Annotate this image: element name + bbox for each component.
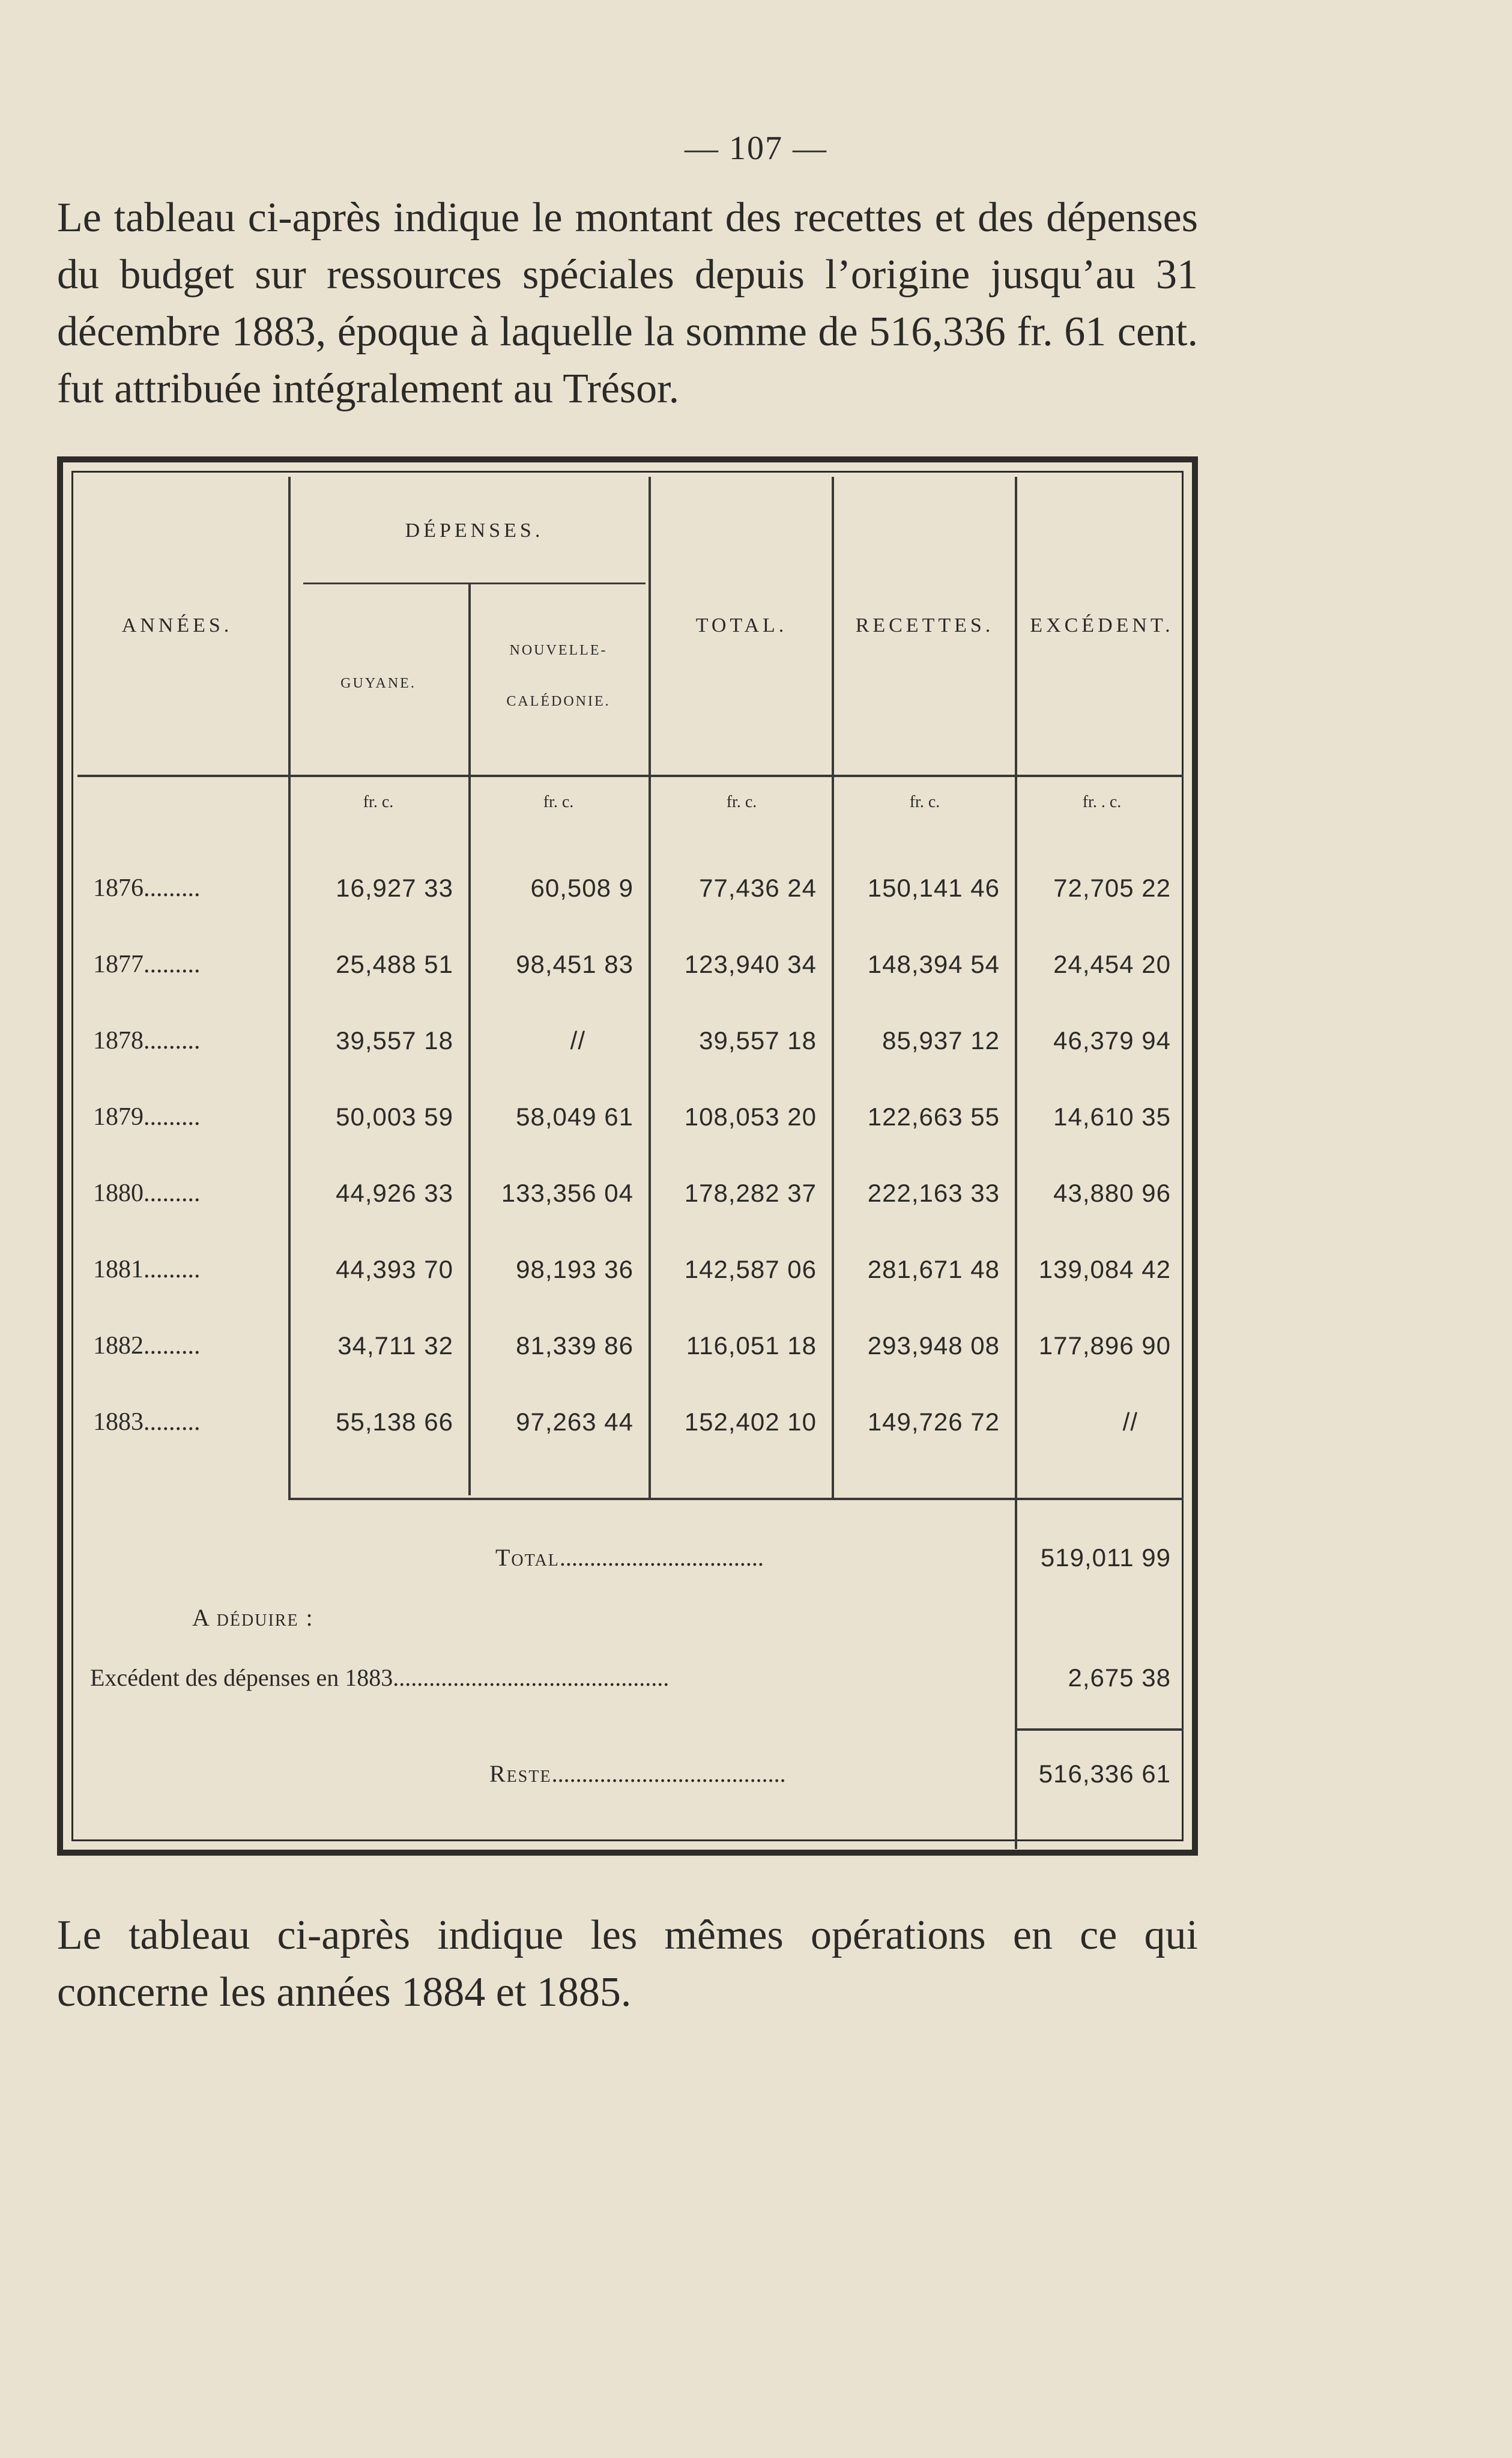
unit-total: fr. c.: [726, 793, 757, 811]
col-rule-guyane: [468, 583, 471, 1495]
cell-total: 123,940 34: [684, 950, 817, 978]
cell-guyane: 50,003 59: [336, 1103, 453, 1131]
cell-excedent: 24,454 20: [1053, 950, 1171, 978]
cell-recettes: 85,937 12: [882, 1026, 1000, 1055]
page-number: — 107 —: [685, 130, 827, 167]
col-rule-total: [832, 477, 834, 1498]
header-annees: ANNÉES.: [121, 614, 233, 637]
cell-nc: 97,263 44: [516, 1408, 634, 1436]
cell-excedent: 177,896 90: [1038, 1331, 1171, 1360]
row-year: 1881.........: [93, 1256, 201, 1283]
cell-nc: //: [570, 1026, 585, 1055]
row-year: 1879.........: [93, 1103, 201, 1131]
header-nc-line2: CALÉDONIE.: [506, 694, 611, 709]
row-year: 1876.........: [93, 874, 201, 902]
unit-guyane: fr. c.: [363, 793, 394, 811]
cell-recettes: 222,163 33: [867, 1179, 1000, 1207]
total-dots: ..................................: [559, 1544, 764, 1571]
summary-total-row: [495, 1543, 764, 1572]
header-guyane: GUYANE.: [340, 676, 416, 691]
unit-excedent: fr. . c.: [1082, 793, 1122, 811]
reste-value: 516,336 61: [1038, 1760, 1171, 1788]
unit-nc: fr. c.: [543, 793, 574, 811]
cell-guyane: 44,393 70: [336, 1255, 453, 1283]
row-year: 1877.........: [93, 951, 201, 978]
cell-excedent: 14,610 35: [1053, 1103, 1171, 1131]
body-bottom-rule: [288, 1498, 1184, 1500]
cell-guyane: 25,488 51: [336, 950, 453, 978]
row-year: 1883.........: [93, 1408, 201, 1436]
cell-recettes: 293,948 08: [867, 1331, 1000, 1360]
summary-excedent-row: [90, 1663, 669, 1692]
header-rule: [77, 775, 1184, 777]
depenses-underline: [303, 583, 646, 584]
cell-guyane: 55,138 66: [336, 1408, 453, 1436]
cell-excedent: //: [1122, 1408, 1138, 1436]
cell-excedent: 43,880 96: [1053, 1179, 1171, 1207]
budget-table: [57, 456, 1198, 1856]
col-rule-recettes: [1015, 477, 1017, 1849]
excedent-depenses-value: 2,675 38: [1068, 1663, 1171, 1692]
cell-guyane: 39,557 18: [336, 1026, 453, 1055]
col-rule-years: [288, 477, 291, 1498]
header-total: TOTAL.: [695, 614, 788, 637]
cell-nc: 60,508 9: [530, 874, 634, 902]
summary-rule: [1015, 1728, 1184, 1731]
outro-paragraph: Le tableau ci-après indique les mêmes opérations en ce qui concerne les années 1884 et 1885.: [57, 1912, 1198, 2015]
cell-excedent: 46,379 94: [1053, 1026, 1171, 1055]
header-recettes: RECETTES.: [855, 614, 994, 637]
cell-guyane: 34,711 32: [337, 1331, 453, 1360]
total-value: 519,011 99: [1040, 1543, 1171, 1572]
cell-total: 178,282 37: [684, 1179, 817, 1207]
cell-nc: 58,049 61: [516, 1103, 634, 1131]
unit-recettes: fr. c.: [909, 793, 940, 811]
cell-nc: 98,451 83: [516, 950, 634, 978]
cell-excedent: 72,705 22: [1053, 874, 1171, 902]
row-year: 1878.........: [93, 1027, 201, 1055]
total-label: Total: [495, 1544, 560, 1571]
row-year: 1882.........: [93, 1332, 201, 1360]
cell-recettes: 281,671 48: [867, 1255, 1000, 1283]
cell-recettes: 149,726 72: [867, 1408, 1000, 1436]
cell-total: 77,436 24: [699, 874, 817, 902]
cell-excedent: 139,084 42: [1038, 1255, 1171, 1283]
header-depenses: DÉPENSES.: [405, 519, 544, 542]
cell-total: 39,557 18: [699, 1026, 817, 1055]
cell-guyane: 16,927 33: [336, 874, 453, 902]
cell-total: 142,587 06: [684, 1255, 817, 1283]
col-rule-nc: [649, 477, 651, 1498]
row-year: 1880.........: [93, 1179, 201, 1207]
excedent-depenses-label: Excédent des dépenses en 1883: [90, 1664, 393, 1691]
cell-nc: 98,193 36: [516, 1255, 634, 1283]
cell-total: 152,402 10: [684, 1408, 817, 1436]
cell-recettes: 150,141 46: [867, 874, 1000, 902]
excedent-dots: ..............................................: [393, 1664, 670, 1691]
summary-reste-row: [489, 1760, 786, 1788]
cell-total: 116,051 18: [686, 1331, 817, 1360]
cell-nc: 81,339 86: [516, 1331, 634, 1360]
cell-total: 108,053 20: [684, 1103, 817, 1131]
deduire-label: A déduire :: [192, 1604, 314, 1631]
reste-dots: .......................................: [551, 1760, 786, 1787]
cell-guyane: 44,926 33: [336, 1179, 453, 1207]
cell-recettes: 122,663 55: [867, 1103, 1000, 1131]
reste-label: Reste: [489, 1760, 552, 1787]
header-excedent: EXCÉDENT.: [1030, 614, 1174, 637]
intro-paragraph: Le tableau ci-après indique le montant des recettes et des dépenses du budget sur ressources spéciales depuis l’origine jusqu’au 31 décembre 1883, époque à laquelle la somme de 516,336 fr. 61 cent. fut attribuée intégralement au Trésor.: [57, 195, 1198, 412]
cell-recettes: 148,394 54: [867, 950, 1000, 978]
header-nc-line1: NOUVELLE-: [509, 643, 608, 658]
cell-nc: 133,356 04: [501, 1179, 634, 1207]
